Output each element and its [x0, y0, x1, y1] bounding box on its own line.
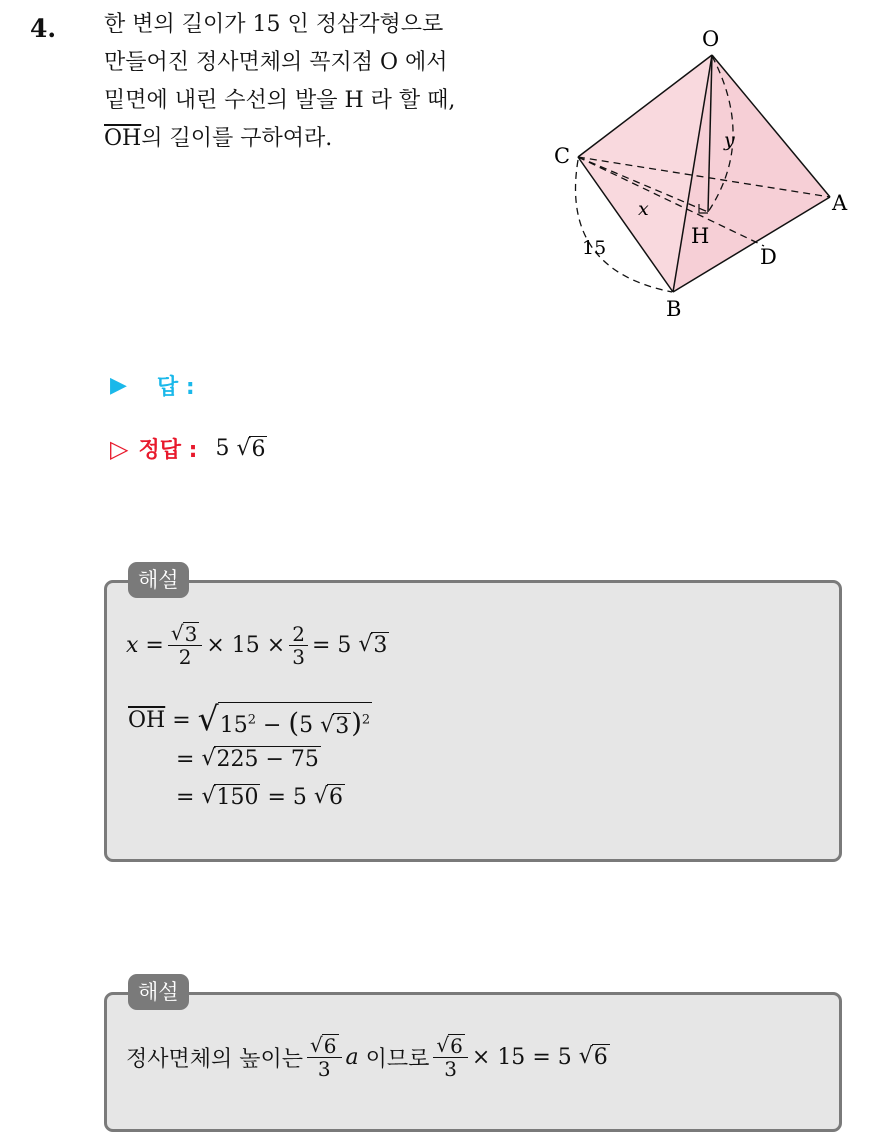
explanation-2-text: 정사면체의 높이는 √ 6 3 a 이므로 √ 6 3 × 15 = 5 √ 6 [126, 1033, 608, 1081]
segment-oh: $\overline{OH}$ [128, 708, 166, 733]
label-d: D [760, 245, 777, 269]
answer-label: 답 : [156, 375, 195, 400]
minus-sign: − [262, 713, 282, 738]
fraction-sqrt6-over-3: √ 6 3 [307, 1034, 341, 1080]
correct-answer-label: 정답 : [138, 438, 198, 463]
answer-row [110, 370, 195, 401]
explanation-1-eq3: = √ 225 − 75 [176, 746, 319, 772]
result-radicand: 3 [373, 633, 388, 658]
answer-coef: 5 [215, 436, 230, 461]
eq-sign: = [176, 746, 195, 772]
big-sqrt: √ $15^2 - (5$ √ 3 )$^2$ [197, 699, 371, 739]
label-c: C [554, 144, 571, 168]
label-o: O [702, 27, 720, 51]
frac-num-radicand: 6 [323, 1034, 337, 1058]
radicand-3: 3 [335, 714, 350, 739]
question-line-4 [104, 120, 332, 158]
correct-answer-row [110, 433, 267, 464]
frac-den: 3 [317, 1057, 331, 1081]
outer-exp-2: 2 [361, 712, 371, 728]
question-line-1: 한 변의 길이가 15 인 정삼각형으로 [104, 12, 444, 37]
question-line-3: 밑면에 내린 수선의 발을 H 라 할 때, [104, 88, 456, 113]
question-line-2: 만들어진 정사면체의 꼭지점 O 에서 [104, 50, 448, 75]
question-line-4-rest: 의 길이를 구하여라. [141, 126, 333, 151]
number-15: 15 [231, 632, 260, 658]
coef-5: 5 [292, 784, 307, 810]
explanation-1-eq4: = √ 150 = 5 √ 6 [176, 784, 343, 810]
coef-5: 5 [557, 1044, 572, 1070]
height-text: 정사면체의 높이는 [126, 1046, 304, 1072]
var-x: x [126, 632, 139, 658]
answer-arrow-icon: ▶ [110, 373, 127, 398]
eq-sign: = [267, 784, 286, 810]
times-sign: × [206, 632, 225, 658]
frac2-den: 3 [444, 1057, 457, 1081]
fraction-sqrt6-over-3-b: √ 6 3 [433, 1034, 467, 1080]
frac-den: 2 [178, 645, 192, 669]
frac2-num: 2 [289, 623, 308, 646]
base-15: 15 [219, 713, 248, 738]
tetrahedron-figure [548, 20, 858, 320]
eq-sign: = [311, 632, 331, 658]
label-y: y [724, 129, 735, 151]
frac2-den: 3 [292, 644, 305, 669]
eq-sign: = [176, 784, 195, 810]
explanation-tag-1: 해설 [128, 562, 189, 598]
times-sign: × [266, 632, 286, 658]
coef-5: 5 [299, 713, 314, 738]
explanation-1-eq1: x = √ 3 2 × 15 × $\frac{2}{3}$ = 5 √ 3 [126, 621, 388, 669]
therefore-text: 이므로 [365, 1046, 430, 1072]
frac2-num-radicand: 6 [450, 1034, 463, 1058]
explanation-1-eq2 [128, 699, 372, 739]
exp-2: 2 [247, 712, 256, 728]
result-coef: 5 [337, 632, 352, 658]
number-15: 15 [497, 1044, 526, 1070]
frac-num-radicand: 3 [184, 622, 198, 646]
label-h: H [691, 224, 710, 248]
explanation-tag-2: 해설 [128, 974, 189, 1010]
radicand-6: 6 [328, 785, 343, 810]
correct-answer-value: 5 √ 6 [215, 435, 266, 462]
fraction-sqrt3-over-2: √ 3 2 [168, 622, 202, 668]
var-a: a [345, 1044, 359, 1070]
eq-sign: = [172, 708, 191, 733]
eq-sign: = [532, 1044, 551, 1070]
label-x: x [638, 198, 649, 220]
times-sign: × [471, 1044, 491, 1070]
question-number: 4. [30, 14, 57, 43]
label-b: B [666, 297, 682, 320]
segment-oh: $\overline{OH}$ [104, 126, 142, 151]
radicand-150: 150 [216, 785, 259, 810]
label-15: 15 [582, 237, 607, 259]
label-a: A [832, 191, 848, 215]
fraction-2-over-3 [289, 623, 308, 668]
correct-arrow-icon: ▷ [110, 434, 129, 463]
radicand-6: 6 [593, 1045, 608, 1070]
radicand-225-75: 225 − 75 [216, 747, 319, 772]
answer-radicand: 6 [251, 436, 266, 462]
eq-sign: = [145, 632, 164, 658]
